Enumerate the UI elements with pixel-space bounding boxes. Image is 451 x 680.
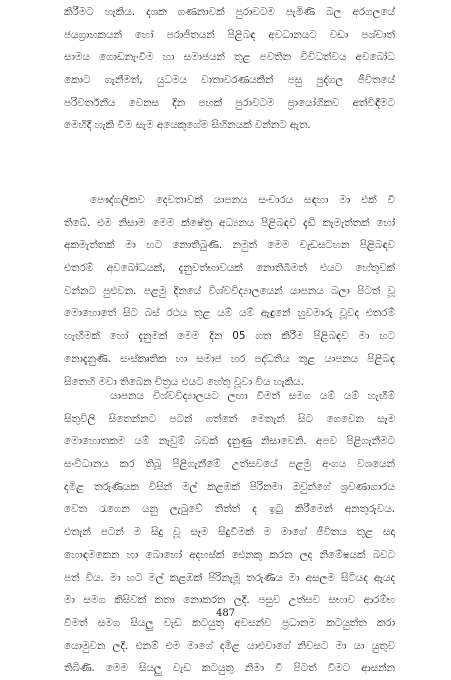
text-line: තිබේ. එම නිසාම මෙම ක්ෂේත්‍ර අධ්‍යනය පිළිබඳව දැඩි කැමැත්තක් හෝ	[64, 216, 395, 229]
text-line: එතරම් අවබෝධයක්, දැනුවත්භාවයක් නොතිබීමත් එයට හේතුවක්	[64, 262, 395, 275]
text-line: ජයග්‍රාහකයන් හෝ පරාජිතයන් පිළිබඳ අවධානයට වඩා පශ්චාත්	[64, 28, 395, 41]
text-line: සිතෙහි මවා තිබෙන චිත්‍රය එයට හේතු වූවා විය හැකිය.	[64, 375, 304, 388]
text-line: වෙත රැගෙන යනු ලැබුවේ තිත්ත් ද ඉටු කිරීමෙන් අනතුරුවය.	[64, 503, 395, 516]
page-number: 487	[215, 608, 236, 619]
text-line: පෞද්ගලිකව දෙවතාවක් යාපනය සංචාරය සඳහා මා එක් වී	[90, 194, 395, 206]
paragraph-1	[64, 1, 395, 137]
text-line: හොඳමකෙන හා බොහෝ අදහස්ක් ඓනකු කරන ලද නිමේෂයක් බවට	[64, 548, 395, 561]
text-line: තිබිණි. මෙම සියලු වැඩ කටයුතු නිමා වී පිටත් වීමට ආසන්න	[64, 662, 395, 675]
text-line: දමිළ තරුණියක විසින් මල් කළඹක් පිරිනමා ඔවුන්ගේ ශ්‍රවණාගාරය	[64, 480, 395, 493]
text-line: සාමය ගොඩනැංවීම හා සමාජයන් තුළ පවතින විවිධත්වය අවබෝධ	[64, 51, 395, 64]
text-line: අකමැත්තක් මා හට නොතිබුණි. නමුත් මෙම චැඩසටහන පිළිබඳව	[64, 239, 395, 252]
text-line: මා සමග කිසිවක් කතා නොකරන ලදී. පසුව උත්සව සභාව ආරම්භ	[64, 594, 395, 607]
text-line: එතැන් පටන් ම සිදු වූ සෑම සිදුවීමක් ම මාගේ ජීවිතය තුළ සදා	[64, 526, 395, 539]
text-line: හැඟීමක් හෝ දැනුමක් මෙම දින 05 ගත කිරීම පිළිබඳව මා හට	[64, 330, 395, 343]
text-line: මොහොතකම යම් නැවුම් බවක් දැනුණු නිසාවෙනි. අපව පිළිගැනීමට	[64, 435, 395, 448]
text-line: කොට ගැනීමත්, යුධමය වාතාවරණයකින් පසු පුද්ගල ජීවිතයේ	[64, 74, 395, 87]
text-line: සිතුවිලි සිතෙන්නට පටන් ගත්තේ මෙතැන් සිට ගෙවෙන සෑම	[64, 412, 395, 425]
paragraph-3	[64, 385, 395, 680]
text-line: යාපනය විශ්වවිද්‍යාලයට ලඟා වීමත් සමග යම් යම් හැඟීම්	[110, 390, 395, 402]
text-line: පත් විය. මා හට මල් කළඹක් පිරිනැමූ තරුණිය මා අසලම සිටියද ඇයද	[64, 571, 395, 584]
text-line: යොමුවන ලදී. එනම් එම මාගේ දමිළ යාළුවාගේ නිවසට මා යා යුතුව	[64, 639, 395, 652]
text-line: මොහොතේ සිට බස් රථය තුළ යම් යම් ඇඳුනේ හුවමාරු වූවද එතරම්	[64, 307, 395, 320]
text-line: වන්නට පුළුවන. පළමු දිනයේ විශ්වවිද්‍යාලයෙන් යාපනය බලා පිටත් වූ	[64, 284, 395, 297]
text-line: නොදැනුණි. සංස්කෘතික හා සමාජ හර පද්ධතිය තුළ යාපනය පිළිබඳ	[64, 352, 395, 365]
paragraph-2	[64, 189, 395, 393]
text-line: වීමත් සමග සියලු වැඩ කටයුතු අවසන්ව ප්‍රධානම කටයුත්ත කරා	[64, 616, 395, 629]
text-line: මෙහිදී හැකි වීම සැම අයෙකුගේම සිහිනයක් වන්නට ඇත.	[64, 119, 311, 132]
text-line: සංවිධානය කර තිබූ පිළිගැනීමේ උත්සවයේ පළමු අංගය වශයෙන්	[64, 458, 395, 471]
text-line: පරිවර්තනීය වෙනස දින පහක් පුරාවටම ප්‍රායෝගිකව අත්විඳීමට	[64, 96, 395, 109]
text-line: කිරීමට හැකිය. දශක ගණනාවක් පුරාවටම පැමිණි බල අරගලයේ	[64, 6, 395, 18]
